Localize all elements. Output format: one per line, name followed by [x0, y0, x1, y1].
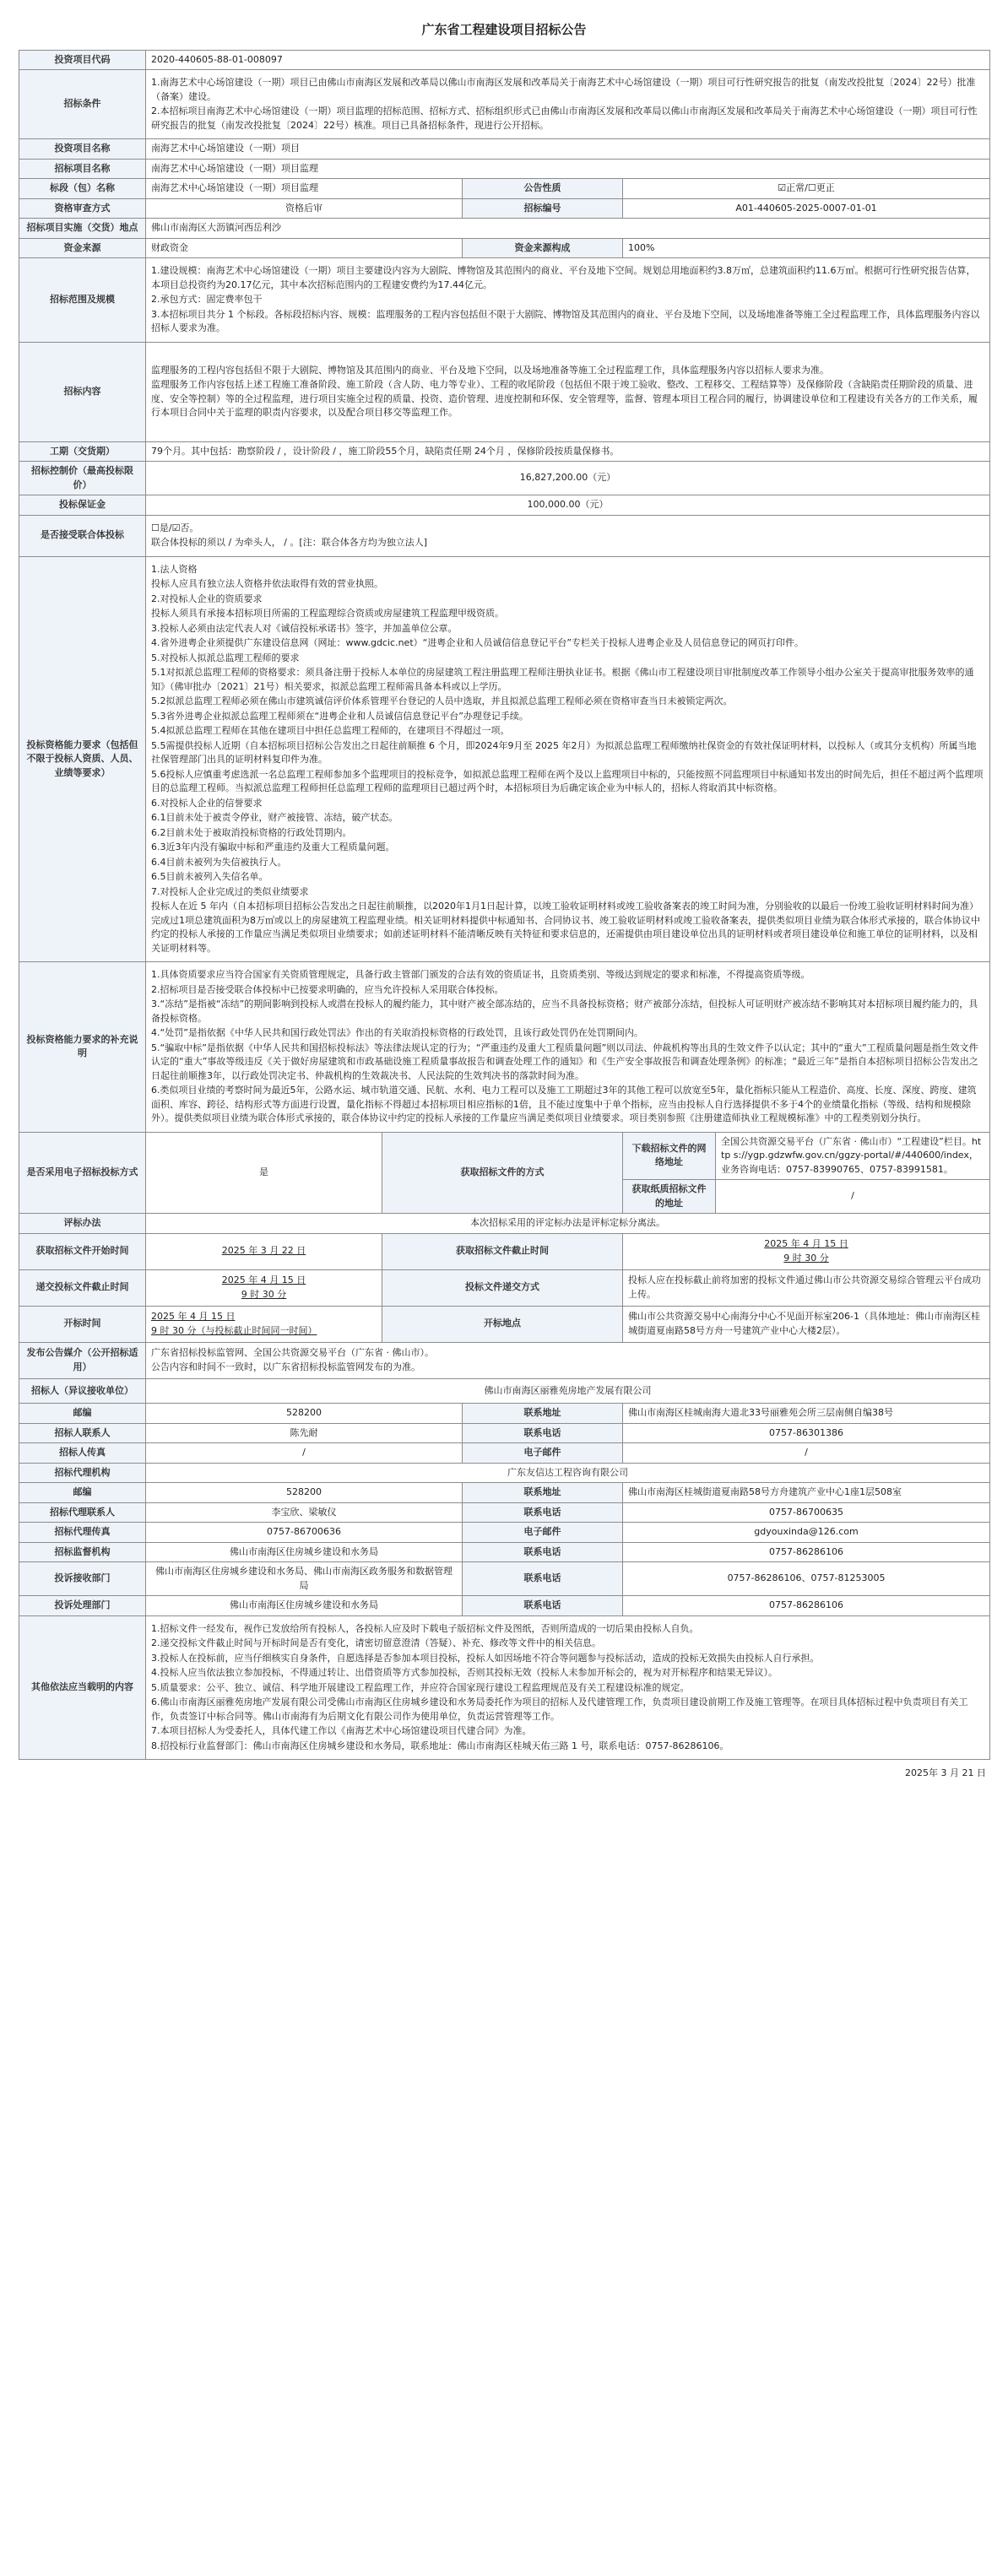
supplement-line: 6.类似项目业绩的考察时间为最近5年，公路水运、城市轨道交通、民航、水利、电力工程可以及施工工期超过3年的其他工程可以放宽至5年，量化指标只能从工程造价、高度、长度、深度、跨度、建筑面积、库容、跨径、结构形式等方面进行设置，量化指标不得超过本招标项目相应指标的1倍，且不能过度集中于单个指标，应当由投标人自行选择提供不多于4个的业绩量化指标（等级、结构和规模除外）。提供类似项目业绩为联合体形式承接的，联合体协议中约定的投标人承接的工作量应当满足类似项目业绩要求。项目类别参照《注册建造师执业工程规模标准》中的工程类别划分执行。 [151, 1085, 977, 1123]
row-publish [19, 1342, 990, 1378]
scope-line: 3.本招标项目共分 1 个标段。各标段招标内容、规模：监理服务的工程内容包括但不限于大剧院、博物馆及其范围内的商业、平台及地下空间，以及场地准备等施工全过程监理工作，具体监理服务内容以招标人要求为准。 [151, 308, 980, 333]
agency-phone-label: 联系电话 [463, 1502, 623, 1523]
publish-value [146, 1342, 990, 1378]
complaint-phone-label: 联系电话 [463, 1562, 623, 1596]
notice-nature-label: 公告性质 [463, 179, 623, 199]
publish-line: 广东省招标投标监管网、全国公共资源交易平台（广东省 · 佛山市）。 [151, 1346, 434, 1358]
conditions-value [146, 70, 990, 139]
consortium-value [146, 515, 990, 556]
row-agency [19, 1463, 990, 1483]
row-content [19, 342, 990, 441]
scope-label: 招标范围及规模 [19, 258, 146, 343]
funding-ratio-value: 100% [623, 238, 990, 258]
row-bidder-requirements [19, 556, 990, 962]
tenderer-phone-label: 联系电话 [463, 1423, 623, 1443]
row-duration [19, 441, 990, 462]
tenderer-label: 招标人（异议接收单位） [19, 1378, 146, 1404]
submit-way-value: 投标人应在投标截止前将加密的投标文件通过佛山市公共资源交易综合管理云平台成功上传。 [623, 1269, 990, 1306]
requirement-line: 5.5需提供投标人近期（自本招标项目招标公告发出之日起往前顺推 6 个月，即2024年9月至 2025 年2月）为拟派总监理工程师缴纳社保资金的有效社保证明材料，以投标人（或其分支机构）所属当地社保管理部门出具的证明材料复印件为准。 [151, 739, 977, 765]
supplement-line: 4.“处罚”是指依据《中华人民共和国行政处罚法》作出的有关取消投标资格的行政处罚，且该行政处罚仍在处罚期间内。 [151, 1027, 643, 1038]
tenderer-fax-label: 招标人传真 [19, 1443, 146, 1464]
funding-value: 财政资金 [146, 238, 463, 258]
tenderer-addr: 佛山市南海区桂城南海大道北33号丽雅苑会所三层南侧自编38号 [623, 1404, 990, 1424]
row-deposit [19, 495, 990, 516]
project-name-label: 投资项目名称 [19, 139, 146, 160]
agency-fax-label: 招标代理传真 [19, 1523, 146, 1543]
agency-addr-label: 联系地址 [463, 1483, 623, 1503]
row-dispute [19, 1596, 990, 1616]
row-bid-project-name [19, 159, 990, 179]
project-code-label: 投资项目代码 [19, 50, 146, 70]
supplement-label: 投标资格能力要求的补充说明 [19, 962, 146, 1133]
notice-nature-value: ☑正常/☐更正 [623, 179, 990, 199]
submit-way-label: 投标文件递交方式 [382, 1269, 623, 1306]
row-evaluation [19, 1214, 990, 1234]
dispute-value: 佛山市南海区住房城乡建设和水务局 [146, 1596, 463, 1616]
open-time: 9 时 30 分（与投标截止时间同一时间） [151, 1325, 317, 1336]
agency-email[interactable]: gdyouxinda@126.com [623, 1523, 990, 1543]
row-submit-time [19, 1269, 990, 1306]
row-complaint [19, 1562, 990, 1596]
supplement-value [146, 962, 990, 1133]
row-tenderer-contact [19, 1423, 990, 1443]
tenderer-fax: / [146, 1443, 463, 1464]
row-electronic-download [19, 1132, 990, 1180]
publish-label: 发布公告媒介（公开招标适用） [19, 1342, 146, 1378]
requirement-line: 投标人应具有独立法人资格并依法取得有效的营业执照。 [151, 578, 383, 589]
requirement-line: 5.2拟派总监理工程师必须在佛山市建筑诚信评价体系管理平台登记的人员中选取，并且拟派总监理工程师必须在资格审查当日未被锁定两次。 [151, 695, 733, 706]
tenderer-contact-label: 招标人联系人 [19, 1423, 146, 1443]
deposit-value: 100,000.00（元） [146, 495, 990, 516]
requirement-line: 6.3近3年内没有骗取中标和严重违约及重大工程质量问题。 [151, 842, 395, 852]
other-value [146, 1615, 990, 1760]
bid-number-label: 招标编号 [463, 198, 623, 219]
tenderer-email: / [623, 1443, 990, 1464]
row-obtain-time [19, 1233, 990, 1269]
requirement-line: 4.省外进粤企业须提供广东建设信息网（网址：www.gdcic.net）“进粤企业和人员诚信信息登记平台”专栏关于投标人进粤企业及人员信息登记的网页打印件。 [151, 637, 805, 648]
conditions-line: 1.南海艺术中心场馆建设（一期）项目已由佛山市南海区发展和改革局以佛山市南海区发展和改革局关于南海艺术中心场馆建设（一期）项目可行性研究报告的批复（南发改投批复〔2024〕22号）批准（备案）建设。 [151, 77, 976, 102]
tenderer-zip-label: 邮编 [19, 1404, 146, 1424]
agency-name: 广东友信达工程咨询有限公司 [146, 1463, 990, 1483]
tenderer-contact: 陈先耐 [146, 1423, 463, 1443]
scope-value [146, 258, 990, 343]
other-label: 其他依法应当载明的内容 [19, 1615, 146, 1760]
document-title: 广东省工程建设项目招标公告 [421, 22, 587, 37]
requirement-line: 1.法人资格 [151, 563, 198, 575]
requirement-line: 5.3省外进粤企业拟派总监理工程师须在“进粤企业和人员诚信信息登记平台”办理登记手续。 [151, 710, 528, 722]
consortium-label: 是否接受联合体投标 [19, 515, 146, 556]
qualification-value: 资格后审 [146, 198, 463, 219]
dispute-phone-label: 联系电话 [463, 1596, 623, 1616]
row-tenderer [19, 1378, 990, 1404]
consortium-line: 联合体投标的须以 / 为牵头人， / 。[注：联合体各方均为独立法人] [151, 537, 427, 548]
row-open-time [19, 1306, 990, 1342]
other-line: 7.本项目招标人为受委托人，具体代建工作以《南海艺术中心场馆建设项目代建合同》为准。 [151, 1725, 532, 1736]
electronic-label: 是否采用电子招标投标方式 [19, 1132, 146, 1214]
funding-label: 资金来源 [19, 238, 146, 258]
dispute-label: 投诉处理部门 [19, 1596, 146, 1616]
obtain-start-value [146, 1233, 382, 1269]
open-time-label: 开标时间 [19, 1306, 146, 1342]
tenderer-name: 佛山市南海区丽雅苑房地产发展有限公司 [146, 1378, 990, 1404]
row-supplement [19, 962, 990, 1133]
bidder-requirements-value [146, 556, 990, 962]
requirement-line: 6.5目前未被列入失信名单。 [151, 871, 268, 882]
row-qualification [19, 198, 990, 219]
download-address-value[interactable]: 全国公共资源交易平台（广东省 · 佛山市）“工程建设”栏目。http s://ygp.gdzwfw.gov.cn/ggzy-portal/#/440600/index，业务咨询电话：0757-83990765、0757-83991581。 [716, 1132, 990, 1180]
row-tenderer-zip [19, 1404, 990, 1424]
open-date: 2025 年 4 月 15 日 [151, 1310, 236, 1322]
requirement-line: 6.2目前未处于被取消投标资格的行政处罚期内。 [151, 826, 352, 838]
content-line: 监理服务的工程内容包括但不限于大剧院、博物馆及其范围内的商业、平台及地下空间，以及场地准备等施工全过程监理工作，具体监理服务内容以招标人要求为准。 [151, 364, 829, 376]
evaluation-value: 本次招标采用的评定标办法是评标定标分离法。 [146, 1214, 990, 1234]
monitor-phone: 0757-86286106 [623, 1542, 990, 1562]
submit-end-time: 9 时 30 分 [241, 1289, 287, 1300]
row-tenderer-fax [19, 1443, 990, 1464]
requirement-line: 6.对投标人企业的信誉要求 [151, 797, 263, 809]
requirement-line: 5.4拟派总监理工程师在其他在建项目中担任总监理工程师的，在建项目不得超过一项。 [151, 725, 510, 736]
submit-end-date: 2025 年 4 月 15 日 [221, 1274, 306, 1285]
conditions-label: 招标条件 [19, 70, 146, 139]
row-agency-contact [19, 1502, 990, 1523]
obtain-start-label: 获取招标文件开始时间 [19, 1233, 146, 1269]
section-value: 南海艺术中心场馆建设（一期）项目监理 [146, 179, 463, 199]
open-time-value [146, 1306, 382, 1342]
monitor-phone-label: 联系电话 [463, 1542, 623, 1562]
obtain-method-label: 获取招标文件的方式 [382, 1132, 623, 1214]
download-address-label: 下载招标文件的网络地址 [623, 1132, 716, 1180]
supplement-line: 3.“冻结”是指被“冻结”的期间影响到投标人或潜在投标人的履约能力，其中财产被全部冻结的，应当不具备投标资格；财产被部分冻结，但投标人可证明财产被冻结不影响其对本招标项目履约能力的，具备投标资格。 [151, 998, 978, 1024]
max-price-label: 招标控制价（最高投标限价） [19, 462, 146, 495]
duration-label: 工期（交货期） [19, 441, 146, 462]
complaint-label: 投诉接收部门 [19, 1562, 146, 1596]
row-monitor [19, 1542, 990, 1562]
publish-date: 2025年 3 月 21 日 [905, 1767, 986, 1778]
agency-label: 招标代理机构 [19, 1463, 146, 1483]
submit-end-label: 递交投标文件截止时间 [19, 1269, 146, 1306]
complaint-phone: 0757-86286106、0757-81253005 [623, 1562, 990, 1596]
electronic-value: 是 [146, 1132, 382, 1214]
scope-line: 2.承包方式：固定费率包干 [151, 294, 263, 305]
tenderer-addr-label: 联系地址 [463, 1404, 623, 1424]
requirement-line: 3.投标人必须由法定代表人对《诚信投标承诺书》签字，并加盖单位公章。 [151, 622, 458, 634]
section-label: 标段（包）名称 [19, 179, 146, 199]
requirement-line: 2.对投标人企业的资质要求 [151, 593, 263, 604]
row-project-name [19, 139, 990, 160]
requirement-line: 投标人须具有承接本招标项目所需的工程监理综合资质或房屋建筑工程监理甲级资质。 [151, 608, 504, 619]
max-price-value: 16,827,200.00（元） [146, 462, 990, 495]
scope-line: 1.建设规模：南海艺术中心场馆建设（一期）项目主要建设内容为大剧院、博物馆及其范围内的商业、平台及地下空间。规划总用地面积约3.8万㎡，总建筑面积约11.6万㎡。根据可行性研究报告估算，本项目总投资约为20.17亿元，其中本次招标范围内的工程建安费约为17.44亿元。 [151, 265, 976, 290]
project-name-value: 南海艺术中心场馆建设（一期）项目 [146, 139, 990, 160]
other-line: 1.招标文件一经发布，视作已发放给所有投标人，各投标人应及时下载电子版招标文件及图纸，否则所造成的一切后果由投标人自负。 [151, 1622, 699, 1634]
monitor-label: 招标监督机构 [19, 1542, 146, 1562]
row-scope [19, 258, 990, 343]
agency-email-label: 电子邮件 [463, 1523, 623, 1543]
agency-phone: 0757-86700635 [623, 1502, 990, 1523]
obtain-start-date: 2025 年 3 月 22 日 [221, 1245, 306, 1257]
bidder-requirements-label: 投标资格能力要求（包括但不限于投标人资质、人员、业绩等要求） [19, 556, 146, 962]
location-label: 招标项目实施（交货）地点 [19, 219, 146, 239]
row-project-code [19, 50, 990, 70]
requirement-line: 7.对投标人企业完成过的类似业绩要求 [151, 885, 309, 897]
funding-ratio-label: 资金来源构成 [463, 238, 623, 258]
agency-contact: 李宝欣、梁敏仪 [146, 1502, 463, 1523]
row-funding [19, 238, 990, 258]
dispute-phone: 0757-86286106 [623, 1596, 990, 1616]
requirement-line: 投标人在近 5 年内（自本招标项目招标公告发出之日起往前顺推，以2020年1月1日起计算，以竣工验收证明材料或竣工验收备案表的竣工时间为准，分别验收的以最后一份竣工验收证明材料时间为准）完成过1项总建筑面积为8万㎡或以上的房屋建筑工程监理业绩。相关证明材料提供中标通知书、合同协议书、竣工验收证明材料或竣工验收备案表，提供类似项目业绩为联合体形式承接的，联合体协议中约定的投标人承接的工作量应当满足类似项目业绩要求；如前述证明材料不能清晰反映有关特征和要求信息的，还需提供由项目建设单位出具的证明材料或者项目建设单位和施工单位的证明材料，以及相关证明材料等。 [151, 901, 980, 954]
agency-addr: 佛山市南海区桂城街道夏南路58号方舟建筑产业中心1座1层508室 [623, 1483, 990, 1503]
location-value: 佛山市南海区大沥镇河西岳利沙 [146, 219, 990, 239]
row-section [19, 179, 990, 199]
row-conditions [19, 70, 990, 139]
supplement-line: 5.“骗取中标”是指依据《中华人民共和国招标投标法》等法律法规认定的行为；“严重违约及重大工程质量问题”则以司法、仲裁机构等出具的生效文件予以认定；其中的“重大”工程质量问题是指生效文件认定的“重大”事故等级违反《关于做好房屋建筑和市政基础设施工程质量事故报告和调查处理工作的通知》和《生产安全事故报告和调查处理条例》的标准；“最近三年”是指自本招标项目招标公告发出之日起往前顺推3年，以行政处罚决定书、仲裁机构的生效裁决书、人民法院的生效判决书的落款时间为准。 [151, 1042, 978, 1081]
content-label: 招标内容 [19, 342, 146, 441]
paper-address-value: / [716, 1180, 990, 1214]
monitor-value: 佛山市南海区住房城乡建设和水务局 [146, 1542, 463, 1562]
other-line: 5.质量要求：公平、独立、诚信、科学地开展建设工程监理工作，并应符合国家现行建设工程监理规范及有关工程建设标准的规定。 [151, 1681, 690, 1693]
evaluation-label: 评标办法 [19, 1214, 146, 1234]
agency-zip-label: 邮编 [19, 1483, 146, 1503]
paper-address-label: 获取纸质招标文件的地址 [623, 1180, 716, 1214]
notice-table [19, 50, 990, 1761]
obtain-end-value [623, 1233, 990, 1269]
obtain-end-date: 2025 年 4 月 15 日 [764, 1237, 848, 1249]
supplement-line: 1.具体资质要求应当符合国家有关资质管理规定，具备行政主管部门颁发的合法有效的资质证书，且资质类别、等级达到规定的要求和标准，不得提高资质等级。 [151, 969, 810, 980]
bid-number-value: A01-440605-2025-0007-01-01 [623, 198, 990, 219]
requirement-line: 6.4目前未被列为失信被执行人。 [151, 856, 287, 868]
project-code-value: 2020-440605-88-01-008097 [146, 50, 990, 70]
agency-zip: 528200 [146, 1483, 463, 1503]
requirement-line: 5.对投标人拟派总监理工程师的要求 [151, 652, 300, 663]
row-other [19, 1615, 990, 1760]
obtain-end-label: 获取招标文件截止时间 [382, 1233, 623, 1269]
agency-fax: 0757-86700636 [146, 1523, 463, 1543]
row-agency-zip [19, 1483, 990, 1503]
publish-line: 公告内容和时间不一致时，以广东省招标投标监管网发布的为准。 [151, 1361, 420, 1372]
open-place-label: 开标地点 [382, 1306, 623, 1342]
row-location [19, 219, 990, 239]
tenderer-email-label: 电子邮件 [463, 1443, 623, 1464]
deposit-label: 投标保证金 [19, 495, 146, 516]
submit-end-value [146, 1269, 382, 1306]
tenderer-zip: 528200 [146, 1404, 463, 1424]
row-max-price [19, 462, 990, 495]
duration-value: 79个月。其中包括：勘察阶段 / ，设计阶段 / ，施工阶段55个月，缺陷责任期 24个月 ，保修阶段按质量保修书。 [146, 441, 990, 462]
tenderer-phone: 0757-86301386 [623, 1423, 990, 1443]
row-agency-fax [19, 1523, 990, 1543]
bid-project-name-value: 南海艺术中心场馆建设（一期）项目监理 [146, 159, 990, 179]
other-line: 4.投标人应当依法独立参加投标，不得通过转让、出借资质等方式参加投标，否则其投标无效（投标人未参加开标会的，视为对开标程序和结果无异议）。 [151, 1667, 778, 1678]
row-consortium [19, 515, 990, 556]
requirement-line: 6.1目前未处于被责令停业，财产被接管、冻结，破产状态。 [151, 812, 398, 823]
requirement-line: 5.1对拟派总监理工程师的资格要求：须具备注册于投标人本单位的房屋建筑工程注册监理工程师注册执业证书。根据《佛山市工程建设项目审批制度改革工作领导小组办公室关于提高审批服务效率的通知》（佛审批办〔2021〕21号）相关要求，拟派总监理工程师需具备本科或以上学历。 [151, 667, 974, 692]
qualification-label: 资格审查方式 [19, 198, 146, 219]
other-line: 2.递交投标文件截止时间与开标时间是否有变化，请密切留意澄清（答疑）、补充、修改等文件中的相关信息。 [151, 1637, 601, 1648]
agency-contact-label: 招标代理联系人 [19, 1502, 146, 1523]
content-value [146, 342, 990, 441]
content-line: 监理服务工作内容包括上述工程施工准备阶段、施工阶段（含人防、电力等专业）、工程的收尾阶段（包括但不限于竣工验收、整改、工程移交、工程结算等）及保修阶段（含缺陷责任期阶段的质量、进度、安全等控制）等的全过程监理，进行项目实施全过程的质量、投资、造价管理、进度控制和环保、安全管理等，监督、管理本项目工程合同的履行，协调建设单位和工程建设有关各方的工作关系，履行本项目合同中关于监理的职责内容要求，以及配合项目移交等监理工作。 [151, 379, 978, 418]
complaint-value: 佛山市南海区住房城乡建设和水务局、佛山市南海区政务服务和数据管理局 [146, 1562, 463, 1596]
other-line: 8.招投标行业监督部门：佛山市南海区住房城乡建设和水务局，联系地址：佛山市南海区桂城天佑三路 1 号，联系电话：0757-86286106。 [151, 1740, 729, 1751]
other-line: 6.佛山市南海区丽雅苑房地产发展有限公司受佛山市南海区住房城乡建设和水务局委托作为项目的招标人及代建管理工作，负责项目建设前期工作及施工管理等。在项目具体招标过程中负责项目有关工作，负责签订中标合同等。佛山市南海有为后期文化有限公司作为使用单位，负责运营管理等工作。 [151, 1697, 968, 1722]
supplement-line: 2.招标项目是否接受联合体投标中已按要求明确的，应当允许投标人采用联合体投标。 [151, 983, 504, 995]
other-line: 3.投标人在投标前，应当仔细核实自身条件，自愿选择是否参加本项目投标，投标人如因场地不符合等问题参与投标活动，造成的投标无效损失由投标人自行承担。 [151, 1652, 820, 1664]
open-place-value: 佛山市公共资源交易中心南海分中心不见面开标室206-1（具体地址：佛山市南海区桂城街道夏南路58号方舟一号建筑产业中心大楼2层）。 [623, 1306, 990, 1342]
consortium-line: ☐是/☑否。 [151, 522, 199, 533]
requirement-line: 5.6投标人应慎重考虑选派一名总监理工程师参加多个监理项目的投标竞争，如拟派总监理工程师在两个及以上监理项目中标的，只能按照不同监理项目中标通知书发出的时间先后，担任不超过两个监理项目的总监理工程师。当拟派总监理工程师担任总监理工程师的监理项目已超过两个时，本招标项目为后确定该企业为中标人的，招标人将取消其中标资格。 [151, 768, 984, 793]
bid-project-name-label: 招标项目名称 [19, 159, 146, 179]
conditions-line: 2.本招标项目南海艺术中心场馆建设（一期）项目监理的招标范围、招标方式、招标组织形式已由佛山市南海区发展和改革局以佛山市南海区发展和改革局关于南海艺术中心场馆建设（一期）项目可行性研究报告的批复（南发改投批复〔2024〕22号）核准。项目已具备招标条件，现进行公开招标。 [151, 106, 978, 131]
obtain-end-time: 9 时 30 分 [783, 1253, 829, 1264]
